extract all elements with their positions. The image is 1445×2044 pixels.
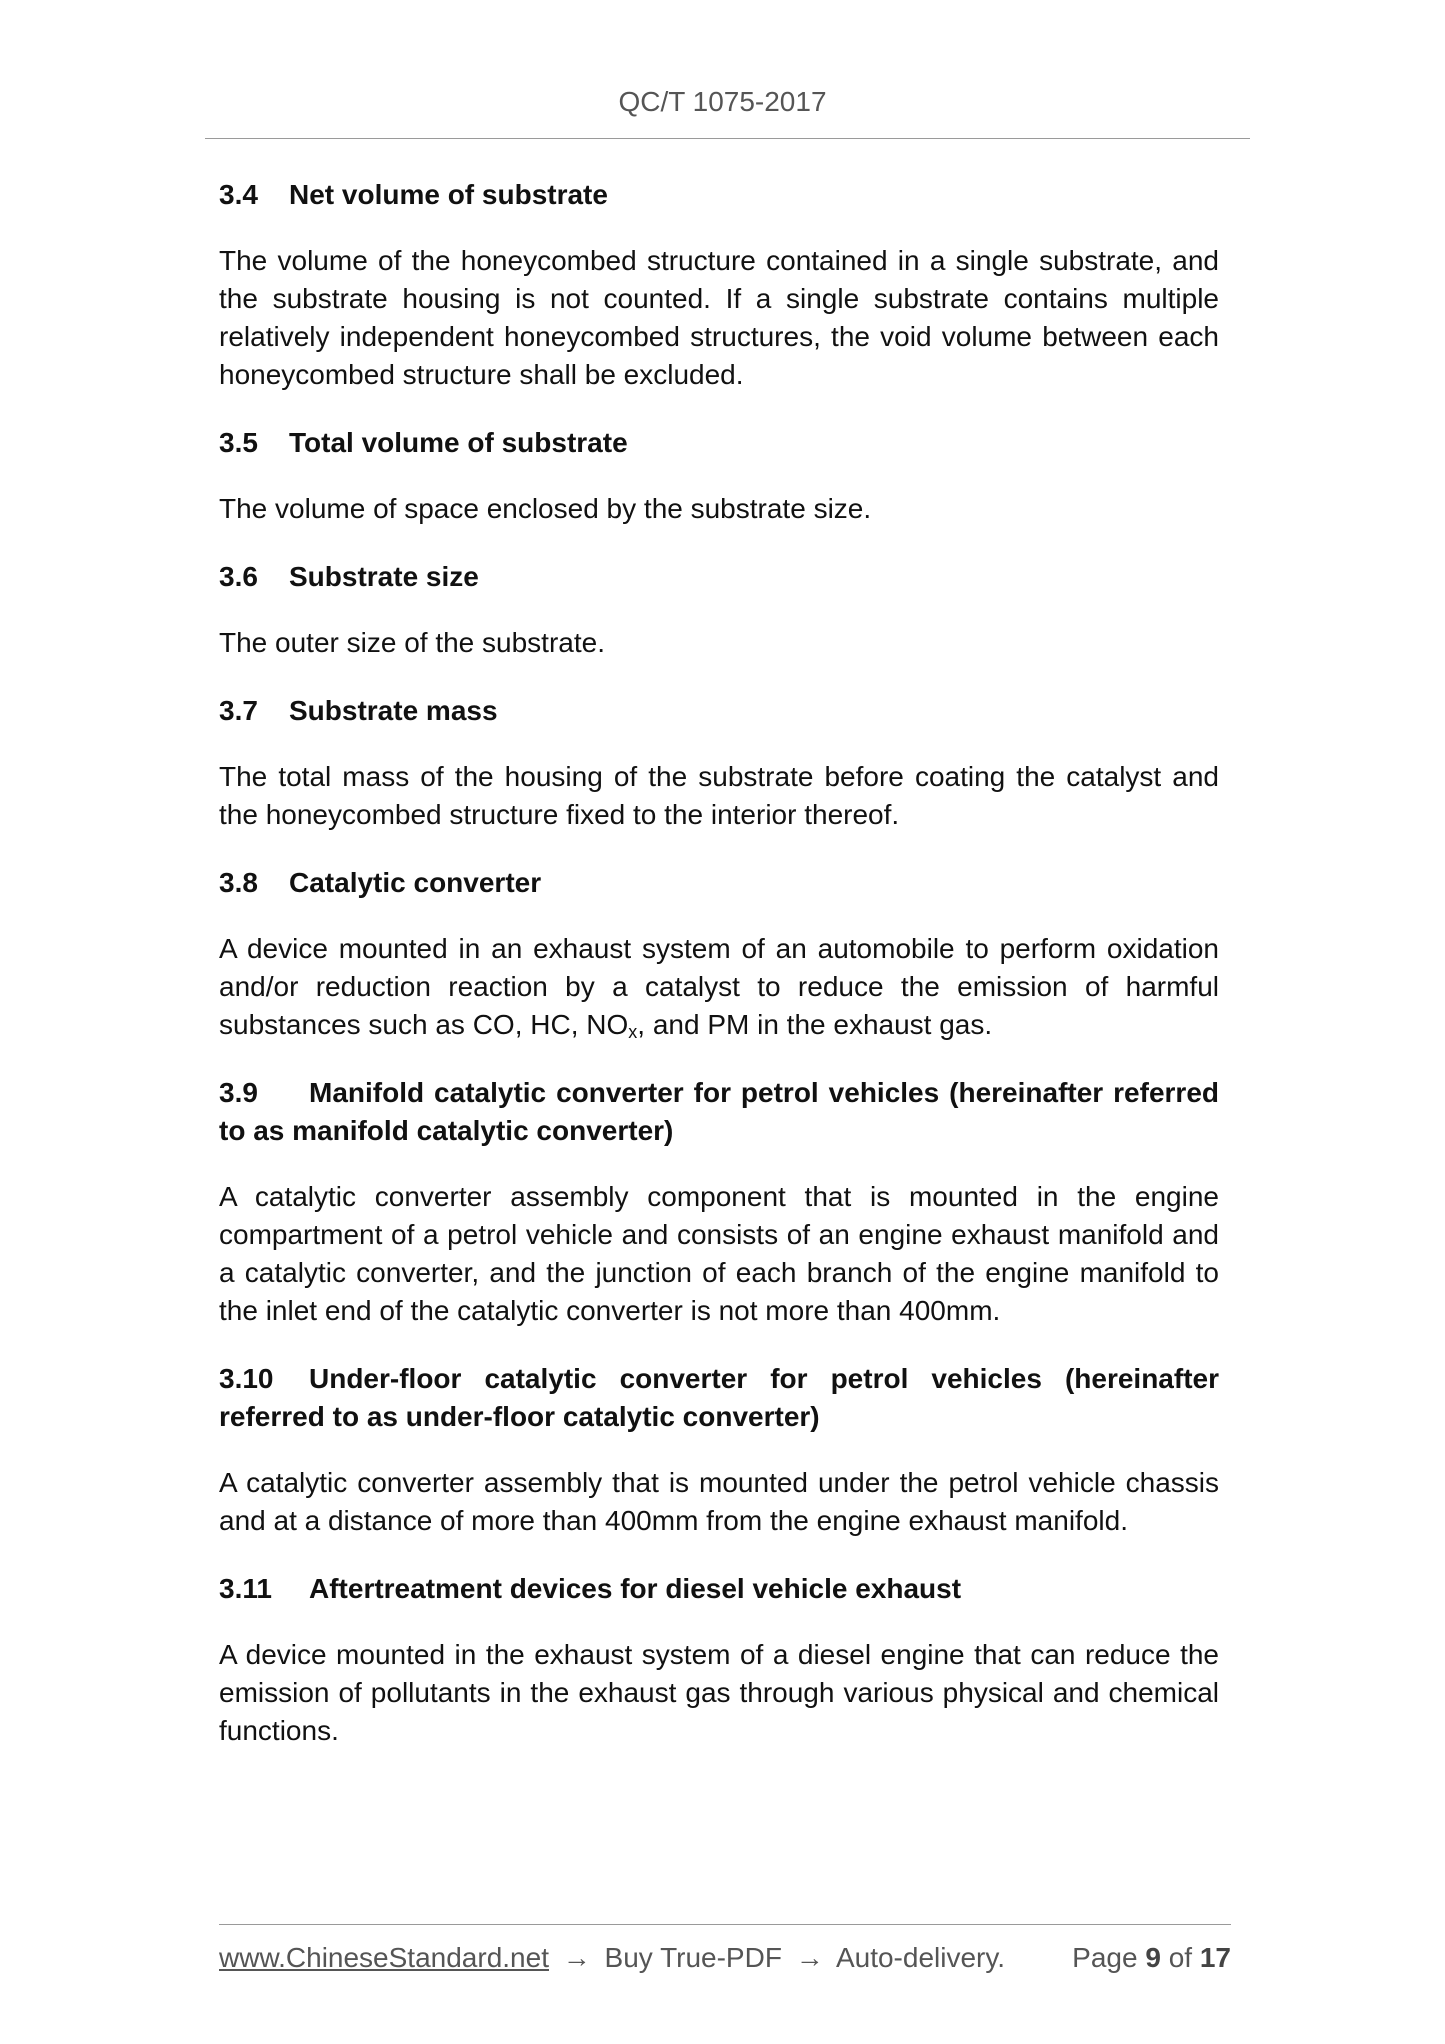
section-heading <box>219 176 1219 214</box>
page-number <box>1072 1938 1231 1978</box>
section-title: Under-floor catalytic converter for petrol vehicles (hereinafter referred to as under-floor catalytic converter) <box>219 1363 1219 1432</box>
section-title: Aftertreatment devices for diesel vehicle exhaust <box>309 1573 962 1604</box>
section-heading <box>219 1570 1219 1608</box>
section-3-7 <box>219 692 1219 834</box>
document-body <box>219 164 1219 1780</box>
section-definition: The total mass of the housing of the substrate before coating the catalyst and the honeycombed structure fixed to the interior thereof. <box>219 761 1219 830</box>
section-number: 3.7 <box>219 695 258 726</box>
section-number: 3.10 <box>219 1363 274 1394</box>
section-definition: A catalytic converter assembly that is mounted under the petrol vehicle chassis and at a distance of more than 400mm from the engine exhaust manifold. <box>219 1467 1219 1536</box>
section-title: Total volume of substrate <box>289 427 628 458</box>
section-3-11 <box>219 1570 1219 1750</box>
section-heading <box>219 558 1219 596</box>
section-definition: A device mounted in the exhaust system of a diesel engine that can reduce the emission of pollutants in the exhaust gas through various physical and chemical functions. <box>219 1639 1219 1746</box>
arrow-right-icon: → <box>562 1942 591 1973</box>
section-3-9 <box>219 1074 1219 1330</box>
section-heading <box>219 424 1219 462</box>
section-3-4 <box>219 176 1219 394</box>
section-definition: A catalytic converter assembly component that is mounted in the engine compartment of a petrol vehicle and consists of an engine exhaust manifold and a catalytic converter, and the junction of each branch of the engine manifold to the inlet end of the catalytic converter is not more than 400mm. <box>219 1181 1219 1326</box>
buy-pdf-text: Buy True-PDF <box>604 1942 782 1973</box>
section-number: 3.11 <box>219 1573 272 1604</box>
section-3-6 <box>219 558 1219 662</box>
section-definition: The outer size of the substrate. <box>219 627 605 658</box>
section-title: Substrate mass <box>289 695 498 726</box>
section-title: Catalytic converter <box>289 867 542 898</box>
page-label: Page <box>1072 1942 1138 1973</box>
section-definition: The volume of space enclosed by the substrate size. <box>219 493 872 524</box>
page-current: 9 <box>1145 1942 1161 1973</box>
section-heading <box>219 1360 1219 1436</box>
section-heading <box>219 864 1219 902</box>
document-id-header: QC/T 1075-2017 <box>618 86 827 117</box>
section-3-8 <box>219 864 1219 1044</box>
arrow-right-icon: → <box>795 1942 824 1973</box>
section-number: 3.8 <box>219 867 258 898</box>
section-heading <box>219 1074 1219 1150</box>
section-number: 3.9 <box>219 1077 258 1108</box>
section-number: 3.4 <box>219 179 258 210</box>
definition-text: A device mounted in an exhaust system of an automobile to perform oxidation and/or reduction reaction by a catalyst to reduce the emission of harmful substances such as CO, HC, NO <box>219 933 1219 1040</box>
section-title: Net volume of substrate <box>289 179 608 210</box>
page-of-label: of <box>1168 1942 1193 1973</box>
section-3-10 <box>219 1360 1219 1540</box>
site-link[interactable]: www.ChineseStandard.net <box>219 1942 549 1973</box>
section-definition: The volume of the honeycombed structure contained in a single substrate, and the substrate housing is not counted. If a single substrate contains multiple relatively independent honeycombed structures, the void volume between each honeycombed structure shall be excluded. <box>219 245 1219 390</box>
header-divider <box>205 138 1250 139</box>
definition-text-end: , and PM in the exhaust gas. <box>637 1009 993 1040</box>
footer-promo <box>219 1938 1005 1978</box>
section-heading <box>219 692 1219 730</box>
section-title: Manifold catalytic converter for petrol vehicles (hereinafter referred to as manifold catalytic converter) <box>219 1077 1219 1146</box>
auto-delivery-text: Auto-delivery. <box>835 1942 1006 1973</box>
section-number: 3.6 <box>219 561 258 592</box>
footer-divider <box>219 1924 1231 1925</box>
subscript-x: x <box>628 1022 638 1042</box>
page-total: 17 <box>1199 1942 1231 1973</box>
section-definition <box>219 930 1219 1044</box>
section-3-5 <box>219 424 1219 528</box>
section-number: 3.5 <box>219 427 258 458</box>
section-title: Substrate size <box>289 561 479 592</box>
